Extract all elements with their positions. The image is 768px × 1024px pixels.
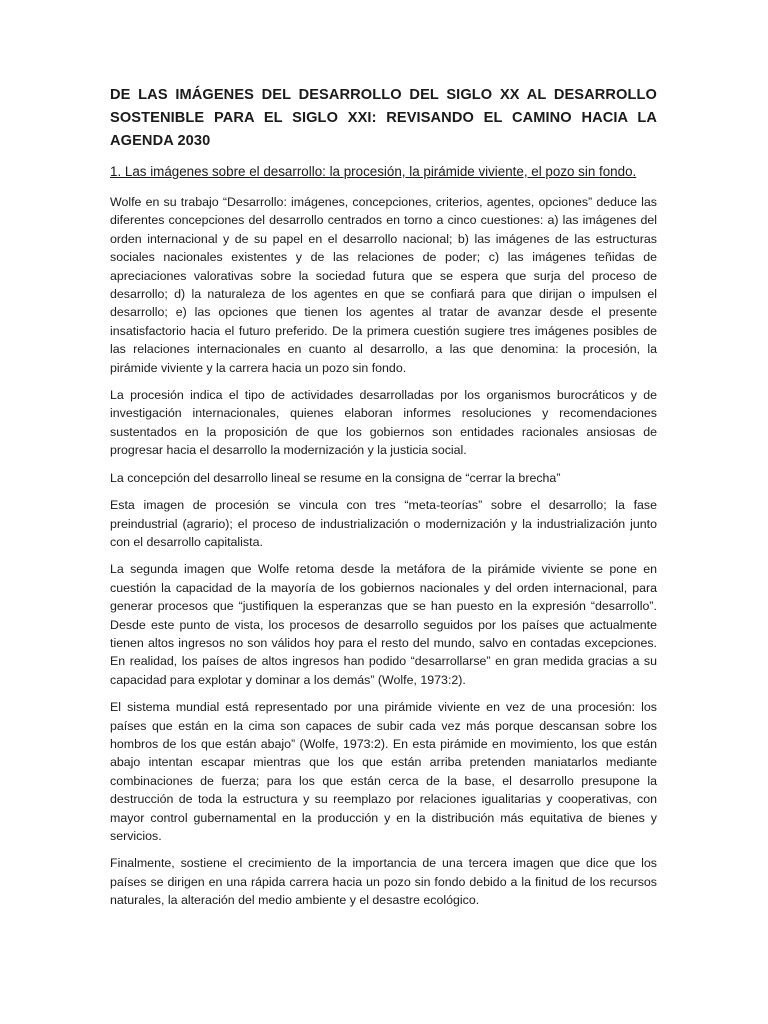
paragraph-world-system: El sistema mundial está representado por una pirámide viviente en vez de una procesión: los países que están en la cima son capaces de subir cada vez más porque descansan sobre los hombros de los que están abajo” (Wolfe, 1973:2). En esta pirámide en movimiento, los que están abajo intentan escapar mientras que los que están arriba pretenden maniatarlos mediante combinaciones de fuerza; para los que están cerca de la base, el desarrollo presupone la destrucción de toda la estructura y su reemplazo por relaciones igualitarias y cooperativas, con mayor control gubernamental en la producción y en la distribución más equitativa de bienes y servicios. [110,700,657,843]
paragraph-meta-theories: Esta imagen de procesión se vincula con tres “meta-teorías” sobre el desarrollo; la fase preindustrial (agrario); el proceso de industrialización o modernización y la industrialización junto con el desarrollo capitalista. [110,498,657,549]
section-heading: 1. Las imágenes sobre el desarrollo: la procesión, la pirámide viviente, el pozo sin fondo. [110,164,637,179]
paragraph-intro: Wolfe en su trabajo “Desarrollo: imágenes, concepciones, criterios, agentes, opciones” deduce las diferentes concepciones del desarrollo centrados en torno a cinco cuestiones: a) las imágenes del orden internacional y de su papel en el desarrollo nacional; b) las imágenes de las estructuras sociales nacionales existentes y de las relaciones de poder; c) las imágenes teñidas de apreciaciones valorativas sobre la sociedad futura que se espera que surja del proceso de desarrollo; d) la naturaleza de los agentes en que se confiará para que dirijan o impulsen el desarrollo; e) las opciones que tienen los agentes al tratar de avanzar desde el presente insatisfactorio hacia el futuro preferido. De la primera cuestión sugiere tres imágenes posibles de las relaciones internacionales en cuanto al desarrollo, a las que denomina: la procesión, la pirámide viviente y la carrera hacia un pozo sin fondo. [110,195,657,375]
document-page [110,84,657,919]
paragraph-bottomless-pit: Finalmente, sostiene el crecimiento de la importancia de una tercera imagen que dice que los países se dirigen en una rápida carrera hacia un pozo sin fondo debido a la finitud de los recursos naturales, la alteración del medio ambiente y el desastre ecológico. [110,856,657,908]
paragraph-linear-development: La concepción del desarrollo lineal se resume en la consigna de “cerrar la brecha” [110,470,561,485]
paragraph-procession: La procesión indica el tipo de actividades desarrolladas por los organismos burocráticos y de investigación internacionales, quienes elaboran informes resoluciones y recomendaciones sustentados en la proposición de que los gobiernos son entidades racionales ansiosas de progresar hacia el desarrollo la modernización y la justicia social. [110,388,657,458]
document-title: DE LAS IMÁGENES DEL DESARROLLO DEL SIGLO XX AL DESARROLLO SOSTENIBLE PARA EL SIGLO XXI: REVISANDO EL CAMINO HACIA LA AGENDA 2030 [110,87,657,149]
paragraph-living-pyramid: La segunda imagen que Wolfe retoma desde la metáfora de la pirámide viviente se pone en cuestión la capacidad de la mayoría de los gobiernos nacionales y del orden internacional, para generar procesos que “justifiquen la esperanzas que se han puesto en la expresión “desarrollo”. Desde este punto de vista, los procesos de desarrollo seguidos por los países que actualmente tienen altos ingresos no son válidos hoy para el resto del mundo, salvo en contadas excepciones. En realidad, los países de altos ingresos han podido “desarrollarse” en gran medida gracias a su capacidad para explotar y dominar a los demás” (Wolfe, 1973:2). [110,562,657,687]
